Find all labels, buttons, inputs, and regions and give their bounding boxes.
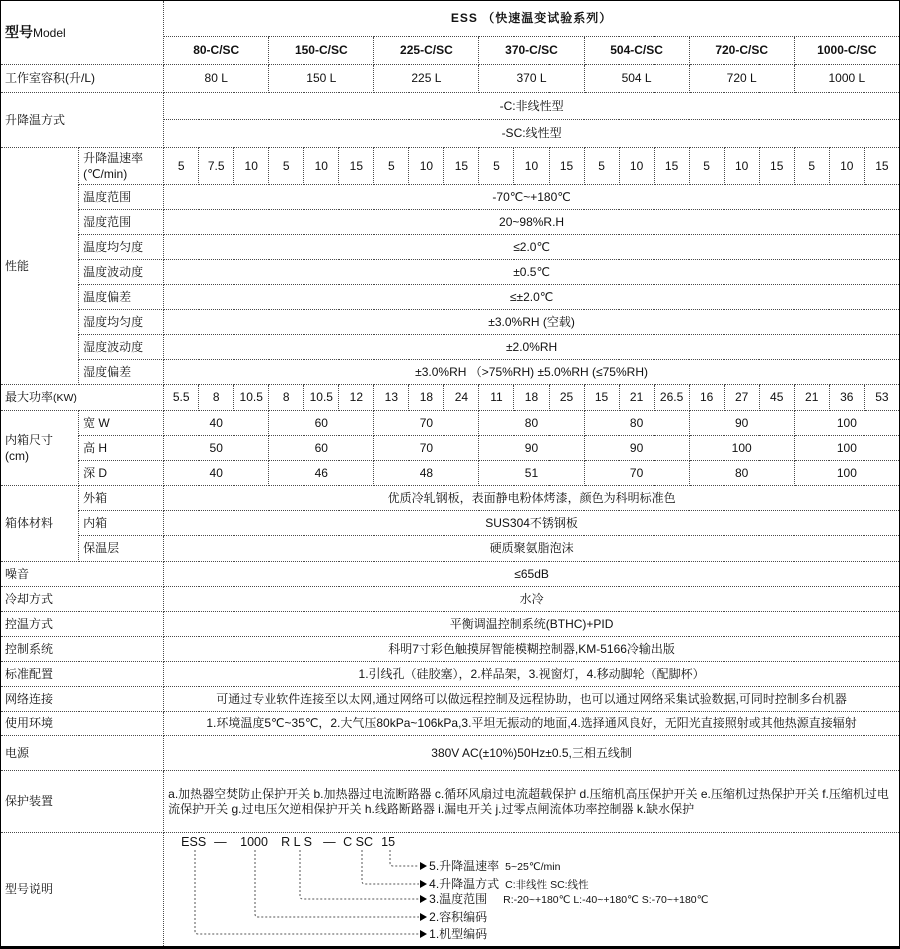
rate-value: 15 <box>444 148 479 185</box>
height-value: 50 <box>164 436 269 461</box>
material-row-label: 内箱 <box>79 511 164 536</box>
legend-item-volume <box>429 909 487 925</box>
power-value: 16 <box>689 385 724 411</box>
code-part-dash2: — <box>323 835 336 849</box>
model-name: 1000-C/SC <box>794 37 899 65</box>
inner-size-row-label: 宽 W <box>79 411 164 436</box>
model-code-section-label: 型号说明 <box>1 833 164 948</box>
height-value: 60 <box>269 436 374 461</box>
rate-label-line1: 升降温速率 <box>83 151 144 165</box>
rate-value: 15 <box>549 148 584 185</box>
width-value: 60 <box>269 411 374 436</box>
model-code-diagram <box>164 833 900 948</box>
power-value: 13 <box>374 385 409 411</box>
power-value: 10.5 <box>304 385 339 411</box>
depth-value: 100 <box>794 461 899 486</box>
model-name: 720-C/SC <box>689 37 794 65</box>
material-row-label: 保温层 <box>79 536 164 562</box>
arrow-right-icon <box>420 862 427 938</box>
power-value: 26.5 <box>654 385 689 411</box>
misc-row-value: 水冷 <box>164 587 900 612</box>
material-row-label: 外箱 <box>79 486 164 511</box>
power-value: 25 <box>549 385 584 411</box>
protection-value: a.加热器空焚防止保护开关 b.加热器过电流断路器 c.循环风扇过电流超载保护 d.压缩机高压保护开关 e.压缩机过热保护开关 f.压缩机过电流保护开关 g.过电压欠逆相保护开关 h.线路断路器 i.漏电开关 j.过零点闸流体功率控制器 k.缺水保护 <box>164 771 900 833</box>
height-value: 90 <box>479 436 584 461</box>
material-row-value: 硬质聚氨脂泡沫 <box>164 536 900 562</box>
code-part-mode: C SC <box>343 835 374 849</box>
power-value: 18 <box>514 385 549 411</box>
misc-row-value: 可通过专业软件连接至以太网,通过网络可以做远程控制及远程协助，也可以通过网络采集试验数据,可同时控制多台机器 <box>164 687 900 712</box>
power-value: 15 <box>584 385 619 411</box>
perf-row-value: ≤±2.0℃ <box>164 285 900 310</box>
height-value: 90 <box>584 436 689 461</box>
perf-row-label: 湿度波动度 <box>79 335 164 360</box>
power-value: 27 <box>724 385 759 411</box>
inner-size-label-line2: (cm) <box>5 449 29 463</box>
series-title: ESS （快速温变试验系列） <box>164 1 900 37</box>
rate-value: 5 <box>794 148 829 185</box>
power-label-text: 最大功率 <box>5 389 54 404</box>
misc-row-label: 网络连接 <box>1 687 164 712</box>
misc-row-value: 1.引线孔（硅胶塞），2.样品架，3.视窗灯，4.移动脚轮（配脚杯） <box>164 662 900 687</box>
inner-size-row-label: 高 H <box>79 436 164 461</box>
legend-label: 1.机型编码 <box>429 927 488 941</box>
power-value: 5.5 <box>164 385 199 411</box>
depth-value: 46 <box>269 461 374 486</box>
volume-value: 370 L <box>479 65 584 93</box>
misc-row-label: 标准配置 <box>1 662 164 687</box>
misc-row-value: 科明7寸彩色触摸屏智能模糊控制器,KM-5166冷输出版 <box>164 637 900 662</box>
model-name: 225-C/SC <box>374 37 479 65</box>
legend-label: 5.升降温速率 <box>429 859 500 873</box>
depth-value: 51 <box>479 461 584 486</box>
power-value: 11 <box>479 385 514 411</box>
inner-size-group-label <box>1 411 79 486</box>
model-label-en: Model <box>33 25 66 40</box>
perf-row-value: -70℃~+180℃ <box>164 185 900 210</box>
rate-value: 15 <box>864 148 899 185</box>
temp-mode-label: 升降温方式 <box>1 93 164 148</box>
power-value: 8 <box>199 385 234 411</box>
model-code-diagram-body <box>168 833 895 946</box>
misc-row-value: ≤65dB <box>164 562 900 587</box>
volume-value: 720 L <box>689 65 794 93</box>
volume-value: 150 L <box>269 65 374 93</box>
width-value: 100 <box>794 411 899 436</box>
power-value: 12 <box>339 385 374 411</box>
height-value: 100 <box>794 436 899 461</box>
volume-label: 工作室容积(升/L) <box>1 65 164 93</box>
rate-value: 7.5 <box>199 148 234 185</box>
power-value: 10.5 <box>234 385 269 411</box>
rate-value: 15 <box>654 148 689 185</box>
perf-row-value: ±0.5℃ <box>164 260 900 285</box>
width-value: 80 <box>584 411 689 436</box>
depth-value: 80 <box>689 461 794 486</box>
rate-value: 10 <box>409 148 444 185</box>
legend-item-range <box>429 891 708 908</box>
rate-value: 10 <box>234 148 269 185</box>
rate-value: 10 <box>514 148 549 185</box>
power-value: 45 <box>759 385 794 411</box>
legend-note: 5~25℃/min <box>505 861 561 873</box>
width-value: 40 <box>164 411 269 436</box>
volume-value: 1000 L <box>794 65 899 93</box>
rate-value: 5 <box>269 148 304 185</box>
perf-row-value: ±2.0%RH <box>164 335 900 360</box>
power-value: 21 <box>794 385 829 411</box>
legend-item-series <box>429 926 487 942</box>
misc-row-value: 平衡调温控制系统(BTHC)+PID <box>164 612 900 637</box>
power-value: 36 <box>829 385 864 411</box>
misc-row-label: 噪音 <box>1 562 164 587</box>
code-part-dash1: — <box>214 835 227 849</box>
rate-value: 15 <box>339 148 374 185</box>
legend-label: 2.容积编码 <box>429 910 488 924</box>
misc-row-value: 380V AC(±10%)50Hz±0.5,三相五线制 <box>164 736 900 771</box>
perf-row-value: 20~98%R.H <box>164 210 900 235</box>
rate-label <box>79 148 164 185</box>
height-value: 70 <box>374 436 479 461</box>
depth-value: 70 <box>584 461 689 486</box>
misc-row-label: 控制系统 <box>1 637 164 662</box>
rate-value: 5 <box>164 148 199 185</box>
rate-label-line2: (℃/min) <box>83 167 128 181</box>
height-value: 100 <box>689 436 794 461</box>
rate-value: 5 <box>584 148 619 185</box>
code-part-range: R L S <box>281 835 312 849</box>
code-part-volume: 1000 <box>240 835 268 849</box>
legend-label: 3.温度范围 <box>429 892 488 906</box>
legend-item-rate <box>429 858 560 875</box>
rate-value: 10 <box>724 148 759 185</box>
legend-note: C:非线性 SC:线性 <box>505 879 589 891</box>
rate-value: 10 <box>619 148 654 185</box>
rate-value: 5 <box>689 148 724 185</box>
misc-row-label: 电源 <box>1 736 164 771</box>
rate-value: 10 <box>829 148 864 185</box>
perf-row-label: 温度范围 <box>79 185 164 210</box>
misc-row-label: 使用环境 <box>1 712 164 736</box>
perf-row-value: ≤2.0℃ <box>164 235 900 260</box>
power-value: 21 <box>619 385 654 411</box>
inner-size-label-line1: 内箱尺寸 <box>5 433 54 447</box>
material-row-value: SUS304不锈钢板 <box>164 511 900 536</box>
model-name: 504-C/SC <box>584 37 689 65</box>
power-value: 8 <box>269 385 304 411</box>
performance-group-label: 性能 <box>1 148 79 385</box>
power-value: 24 <box>444 385 479 411</box>
width-value: 70 <box>374 411 479 436</box>
rate-value: 5 <box>479 148 514 185</box>
misc-row-value: 1.环境温度5℃~35℃，2.大气压80kPa~106kPa,3.平坦无振动的地面,4.选择通风良好，无阳光直接照射或其他热源直接辐射 <box>164 712 900 736</box>
depth-value: 48 <box>374 461 479 486</box>
power-value: 18 <box>409 385 444 411</box>
volume-value: 80 L <box>164 65 269 93</box>
perf-row-value: ±3.0%RH (空载) <box>164 310 900 335</box>
perf-row-label: 温度波动度 <box>79 260 164 285</box>
volume-value: 225 L <box>374 65 479 93</box>
inner-size-row-label: 深 D <box>79 461 164 486</box>
volume-value: 504 L <box>584 65 689 93</box>
model-name: 370-C/SC <box>479 37 584 65</box>
power-label <box>1 385 164 411</box>
rate-value: 10 <box>304 148 339 185</box>
perf-row-value: ±3.0%RH （>75%RH) ±5.0%RH (≤75%RH) <box>164 360 900 385</box>
legend-note: R:-20~+180℃ L:-40~+180℃ S:-70~+180℃ <box>503 894 709 906</box>
code-part-rate: 15 <box>381 835 396 849</box>
width-value: 80 <box>479 411 584 436</box>
power-value: 53 <box>864 385 899 411</box>
rate-value: 15 <box>759 148 794 185</box>
model-name: 80-C/SC <box>164 37 269 65</box>
perf-row-label: 温度均匀度 <box>79 235 164 260</box>
perf-row-label: 湿度偏差 <box>79 360 164 385</box>
misc-row-label: 冷却方式 <box>1 587 164 612</box>
perf-row-label: 温度偏差 <box>79 285 164 310</box>
protection-label: 保护装置 <box>1 771 164 833</box>
material-row-value: 优质冷轧钢板，表面静电粉体烤漆，颜色为科明标准色 <box>164 486 900 511</box>
power-label-unit: (KW) <box>53 391 77 404</box>
legend-label: 4.升降温方式 <box>429 877 500 891</box>
misc-row-label: 控温方式 <box>1 612 164 637</box>
code-part-series: ESS <box>181 835 207 849</box>
depth-value: 40 <box>164 461 269 486</box>
model-label-cn: 型号 <box>5 23 33 40</box>
perf-row-label: 湿度范围 <box>79 210 164 235</box>
material-group-label: 箱体材料 <box>1 486 79 562</box>
model-header-cell <box>1 1 164 65</box>
perf-row-label: 湿度均匀度 <box>79 310 164 335</box>
temp-mode-linear: -SC:线性型 <box>164 120 900 148</box>
rate-value: 5 <box>374 148 409 185</box>
temp-mode-nonlinear: -C:非线性型 <box>164 93 900 120</box>
model-name: 150-C/SC <box>269 37 374 65</box>
width-value: 90 <box>689 411 794 436</box>
